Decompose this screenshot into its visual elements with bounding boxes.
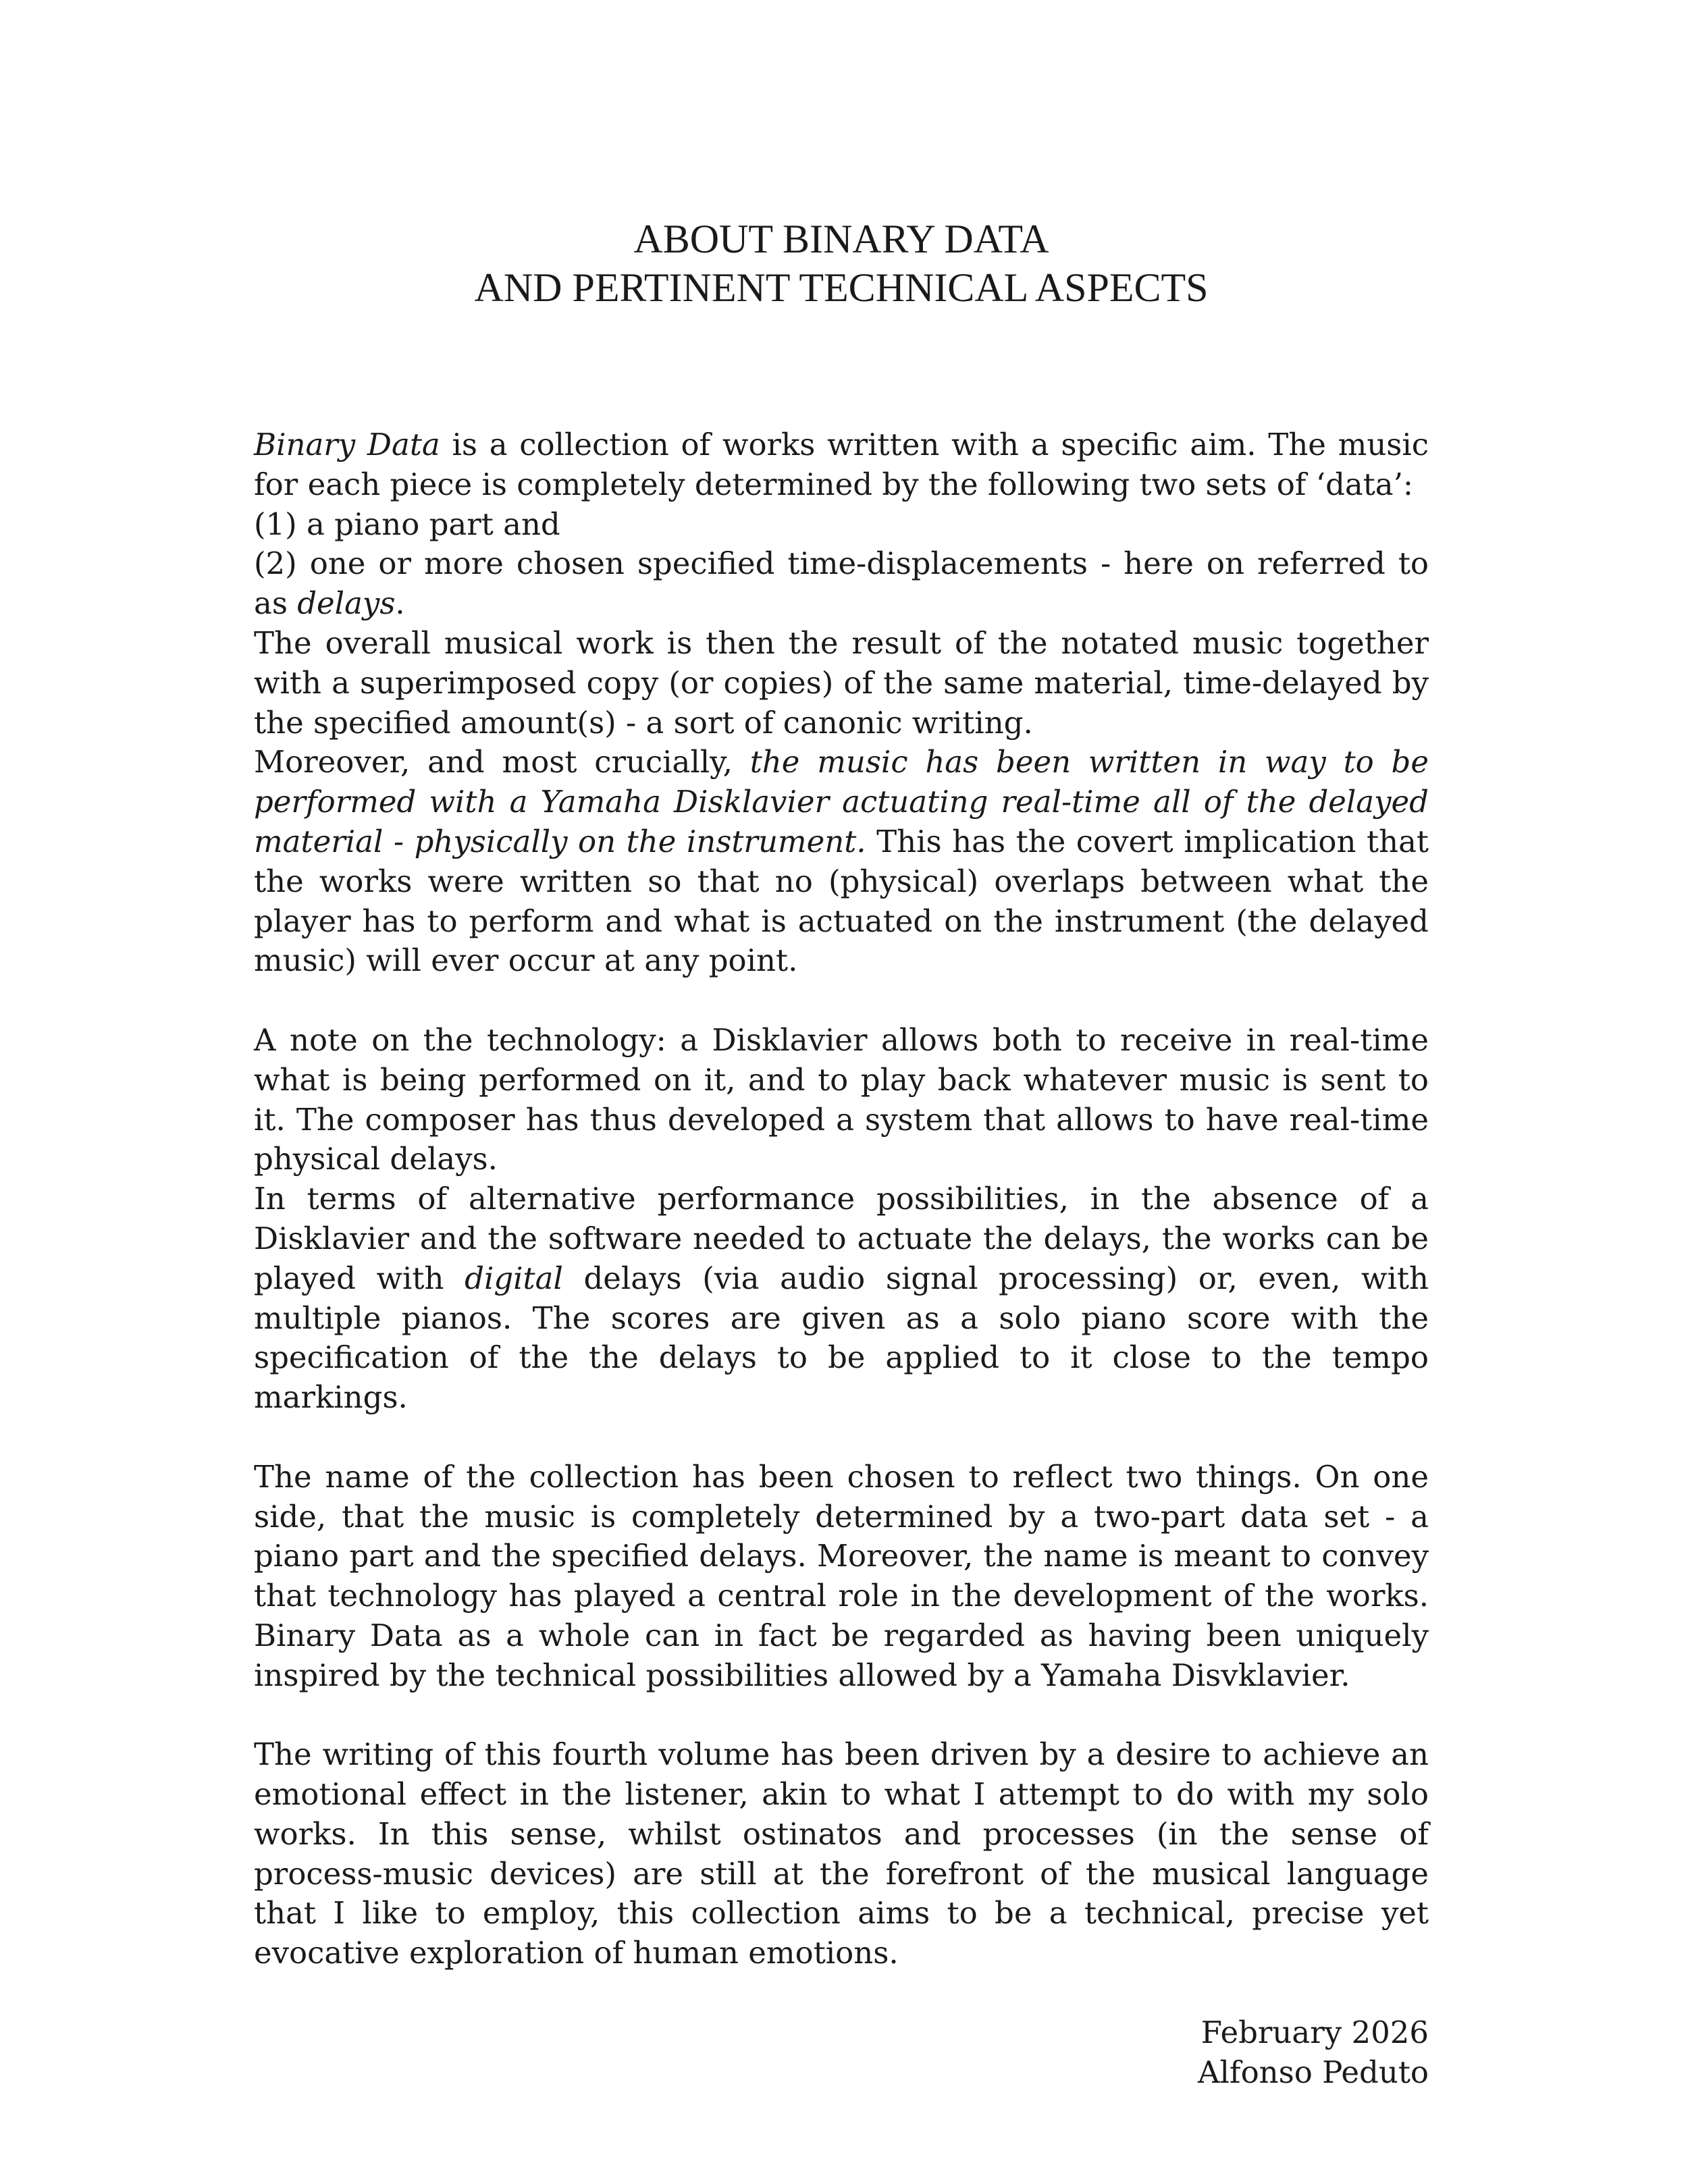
document-body (254, 425, 1429, 1973)
alternatives-start: In terms of alternative performance possibilities, in the absence of a Disklavier and the software needed to actuate the delays, the works can be played with (254, 1181, 1429, 1296)
paragraph-technology (254, 1021, 1429, 1418)
disklavier-sentence-start: Moreover, and most crucially, (254, 744, 750, 780)
intro-sentence: is a collection of works written with a specific aim. The music for each piece is completely determined by the following two sets of ‘data’: (254, 427, 1429, 502)
list-item-2 (254, 544, 1429, 624)
title-line-2: AND PERTINENT TECHNICAL ASPECTS (474, 265, 1209, 310)
paragraph-name: The name of the collection has been chosen to reflect two things. On one side, that the music is completely determined by a two-part data set - a piano part and the specified delays. Moreover, the name is meant to convey that technology has played a central role in the development of the works. Binary Data as a whole can in fact be regarded as having been uniquely inspired by the technical possibilities allowed by a Yamaha Disvklavier. (254, 1458, 1429, 1693)
document-page (254, 215, 1429, 2092)
technology-sentence: A note on the technology: a Disklavier allows both to receive in real-time what is being performed on it, and to play back whatever music is sent to it. The composer has thus developed a system that allows to have real-time physical delays. (254, 1021, 1429, 1177)
list-item-2-text: (2) one or more chosen specified time-displacements - here on referred to as (254, 545, 1429, 622)
signature-block (254, 2013, 1429, 2093)
alternatives-sentence (254, 1179, 1429, 1418)
digital-italic: digital (465, 1260, 563, 1296)
paragraph-intro (254, 425, 1429, 981)
signature-author: Alfonso Peduto (1198, 2054, 1429, 2090)
disklavier-sentence (254, 743, 1429, 981)
overall-work-sentence: The overall musical work is then the result of the notated music together with a superimposed copy (or copies) of the same material, time-delayed by the specified amount(s) - a sort of canonic writing. (254, 624, 1429, 741)
page-title (254, 215, 1429, 312)
paragraph-fourth-volume: The writing of this fourth volume has been driven by a desire to achieve an emotional effect in the listener, akin to what I attempt to do with my solo works. In this sense, whilst ostinatos and processes (in the sense of process-music devices) are still at the forefront of the musical language that I like to employ, this collection aims to be a technical, precise yet evocative exploration of human emotions. (254, 1736, 1429, 1971)
disklavier-emphasis: the music has been written in way to be performed with a Yamaha Disklavier actuating real-time all of the delayed material - physically on the instrument. (254, 744, 1429, 859)
work-title-italic: Binary Data (254, 427, 440, 462)
title-line-1: ABOUT BINARY DATA (633, 217, 1049, 261)
list-item-2-end: . (395, 585, 405, 622)
list-item-1: (1) a piano part and (254, 506, 560, 542)
signature-date: February 2026 (1201, 2014, 1429, 2050)
delays-italic: delays (297, 585, 396, 622)
disklavier-sentence-rest: This has the covert implication that the works were written so that no (physical) overlaps between what the player has to perform and what is actuated on the instrument (the delayed music) will ever occur at any point. (254, 823, 1429, 979)
alternatives-rest: delays (via audio signal processing) or, even, with multiple pianos. The scores are given as a solo piano score with the specification of the the delays to be applied to it close to the tempo markings. (254, 1260, 1429, 1416)
